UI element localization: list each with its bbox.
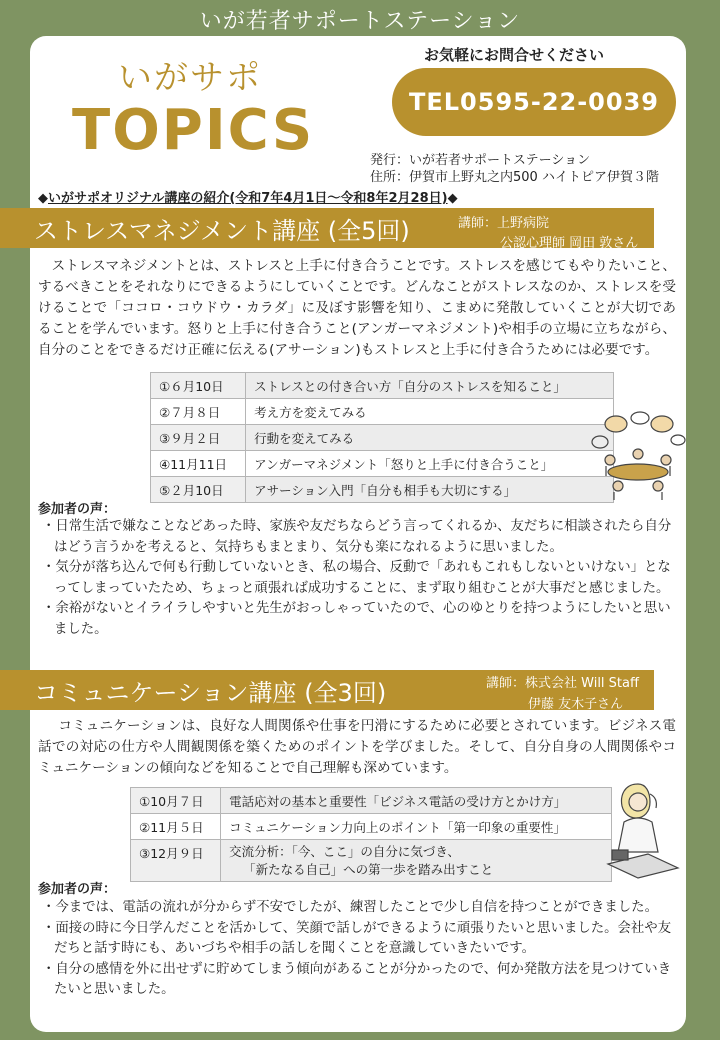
course1-schedule-table <box>150 372 614 503</box>
course1-description: ストレスマネジメントとは、ストレスと上手に付き合うことです。ストレスを感じてもやりたいこと、するべきことをそれなりにできるようにしていくことです。どんなことがストレスなのか、ストレスを受けることで「ココロ・コウドウ・カラダ」に及ぼす影響を知り、こまめに発散していくことが大切であることを学んでいます。怒りと上手に付き合うこと(アンガーマネジメント)や相手の立場に立ちながら、自分のことをできるだけ正確に伝える(アサーション)もストレスと上手に付き合うためには必要です。 <box>38 258 676 358</box>
schedule-topic: 行動を変えてみる <box>246 425 614 451</box>
course2-lecturer-line2: 伊藤 友木子さん <box>528 697 624 712</box>
phone-number: TEL0595-22-0039 <box>409 88 659 116</box>
schedule-row <box>151 451 614 477</box>
voice-item: ・ 面接の時に今日学んだことを活かして、笑顔で話しができるように頑張りたいと思いました。会社や友だちと話す時にも、あいづちや相手の話しを聞くことを意識していきたいです。 <box>38 919 680 960</box>
address-line: 住所：伊賀市上野丸之内500 ハイトピア伊賀３階 <box>370 170 659 185</box>
voice-item: ・ 今までは、電話の流れが分からず不安でしたが、練習したことで少し自信を持つことができました。 <box>38 898 680 919</box>
intro-prefix: ◆ <box>38 191 48 206</box>
schedule-topic: 交流分析：「今、ここ」の自分に気づき、 <box>229 843 460 859</box>
brand-subtitle: いがサポ <box>118 58 262 98</box>
course2-title: コミュニケーション講座 (全3回) <box>34 678 387 707</box>
schedule-date: ②11月５日 <box>131 814 221 840</box>
schedule-row <box>151 425 614 451</box>
intro-suffix: ◆ <box>447 191 458 206</box>
schedule-topic: アサーション入門「自分も相手も大切にする」 <box>246 477 614 503</box>
schedule-topic: コミュニケーション力向上のポイント「第一印象の重要性」 <box>221 814 612 840</box>
phone-number-badge[interactable] <box>392 68 676 136</box>
intro-heading <box>38 187 458 206</box>
voice-item: ・ 自分の感情を外に出せずに貯めてしまう傾向があることが分かったので、何か発散方法を見つけていきたいと思いました。 <box>38 960 680 1001</box>
intro-title: いがサポオリジナル講座の紹介(令和7年4月1日～令和8年2月28日) <box>48 191 448 206</box>
course2-voices-heading: 参加者の声： <box>38 882 117 897</box>
course1-voices-list <box>38 517 678 640</box>
schedule-row <box>131 814 612 840</box>
schedule-row <box>151 477 614 503</box>
publisher-line: 発行：いが若者サポートステーション <box>370 153 591 168</box>
schedule-row <box>131 788 612 814</box>
schedule-date: ③12月９日 <box>131 840 221 882</box>
voice-item: ・ 余裕がないとイライラしやすいと先生がおっしゃっていたので、心のゆとりを持つようにしたいと思いました。 <box>38 599 678 640</box>
schedule-date: ①10月７日 <box>131 788 221 814</box>
schedule-date: ④11月11日 <box>151 451 246 477</box>
schedule-date: ③９月２日 <box>151 425 246 451</box>
schedule-row <box>131 840 612 882</box>
course1-lecturer-line2: 公認心理師 岡田 敦さん <box>500 236 639 251</box>
course2-description: コミュニケーションは、良好な人間関係や仕事を円滑にするために必要とされています。ビジネス電話での対応の仕方や人間観関係を築くためのポイントを学びました。そして、自分自身の人間関係やコミュニケーションの傾向などを知ることで自己理解も深めています。 <box>38 718 676 776</box>
schedule-date: ②７月８日 <box>151 399 246 425</box>
schedule-date: ①６月10日 <box>151 373 246 399</box>
organization-banner: いが若者サポートステーション <box>199 9 521 34</box>
schedule-topic: 考え方を変えてみる <box>246 399 614 425</box>
course2-voices-list <box>38 898 680 1001</box>
schedule-topic-continued: 「新たなる自己」への第一歩を踏み出すこと <box>243 861 494 877</box>
course2-lecturer-line1: 講師：株式会社 Will Staff <box>486 676 639 691</box>
schedule-topic-multiline <box>221 840 612 882</box>
course1-lecturer-line1: 講師：上野病院 <box>458 216 550 231</box>
schedule-row <box>151 399 614 425</box>
contact-caption: お気軽にお問合せください <box>424 46 605 64</box>
schedule-date: ⑤２月10日 <box>151 477 246 503</box>
schedule-topic: 電話応対の基本と重要性「ビジネス電話の受け方とかけ方」 <box>221 788 612 814</box>
brand-title: TOPICS <box>72 98 315 163</box>
phone-call-illustration <box>598 778 688 882</box>
schedule-topic: アンガーマネジメント「怒りと上手に付き合うこと」 <box>246 451 614 477</box>
schedule-row <box>151 373 614 399</box>
voice-item: ・ 気分が落ち込んで何も行動していないとき、私の場合、反動で「あれもこれもしないといけない」となってしまっていたため、ちょっと頑張れば成功することに、まず取り組むことが大事だと感じました。 <box>38 558 678 599</box>
course1-voices-heading: 参加者の声： <box>38 502 117 517</box>
course2-schedule-table <box>130 787 612 882</box>
group-discussion-illustration <box>588 410 688 504</box>
schedule-topic: ストレスとの付き合い方「自分のストレスを知ること」 <box>246 373 614 399</box>
voice-item: ・ 日常生活で嫌なことなどあった時、家族や友だちならどう言ってくれるか、友だちに相談されたら自分はどう言うかを考えると、気持ちもまとまり、気分も楽になれるように思いました。 <box>38 517 678 558</box>
course1-title: ストレスマネジメント講座 (全5回) <box>34 216 410 245</box>
